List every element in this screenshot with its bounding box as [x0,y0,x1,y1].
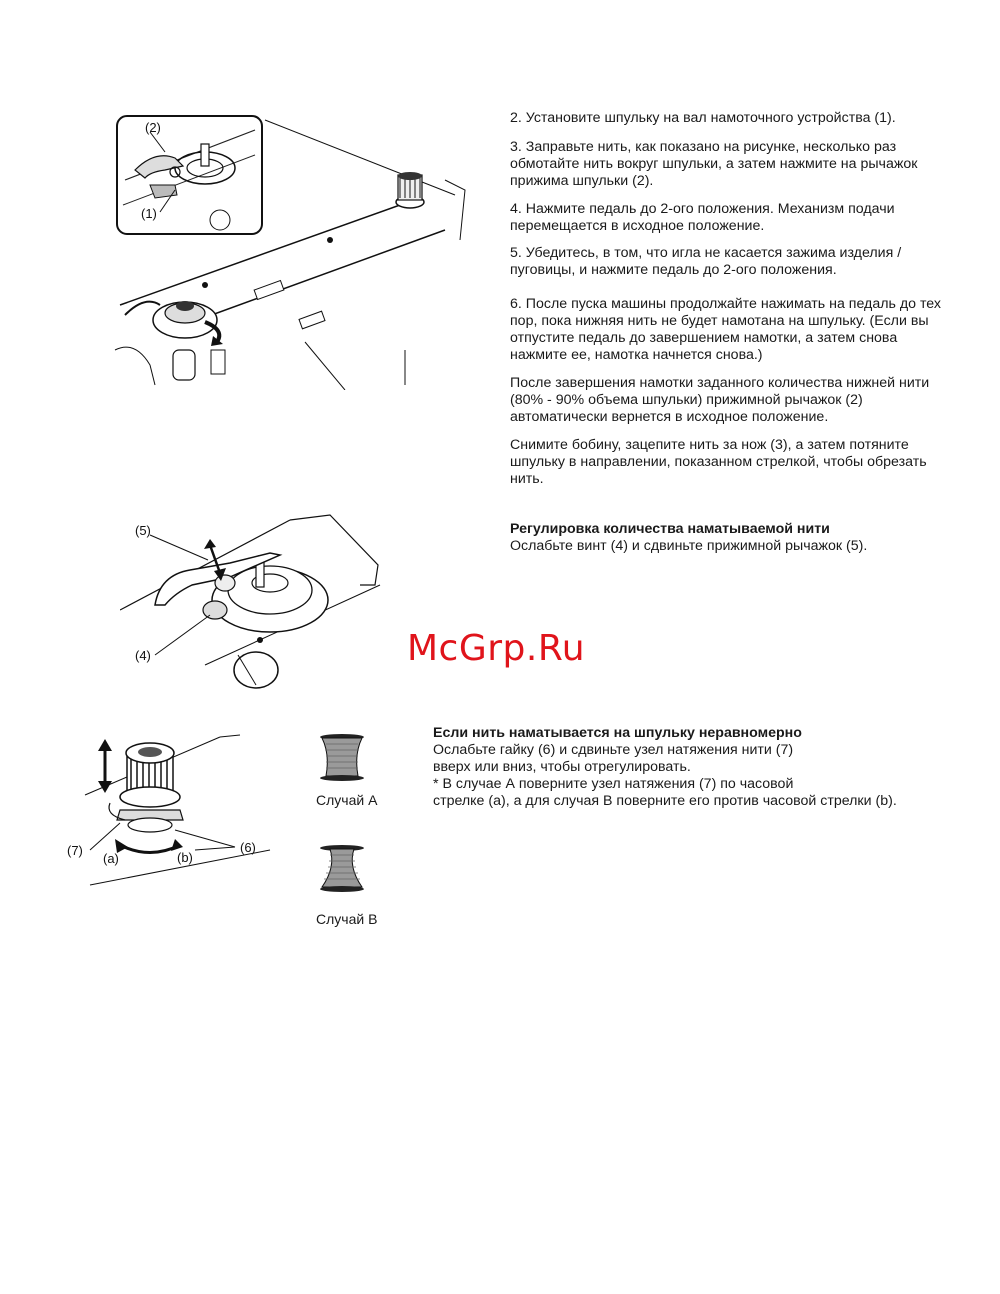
spool-case-a-icon [316,734,368,782]
step-6: 6. После пуска машины продолжайте нажимать на педаль до тех пор, пока нижняя нить не будет намотана на шпульку. (Если вы отпустите педаль до завершением намотки, а затем снова нажмите ее, намотка начнется снова.) [510,296,941,363]
uneven-title: Если нить наматывается на шпульку неравномерно [433,725,802,741]
step-4: 4. Нажмите педаль до 2-ого положения. Механизм подачи перемещается в исходное положение. [510,201,895,234]
label-2: (2) [145,120,161,135]
uneven-line-1: Ослабьте гайку (6) и сдвиньте узел натяжения нити (7) [433,742,794,758]
spool-case-b-icon [316,845,368,893]
case-a-label: Случай А [316,792,378,808]
adjust-text: Ослабьте винт (4) и сдвиньте прижимной рычажок (5). [510,538,868,554]
label-4: (4) [135,648,151,663]
case-b-label: Случай В [316,911,378,927]
uneven-line-3: * В случае А поверните узел натяжения (7) по часовой [433,776,794,792]
step-5: 5. Убедитесь, в том, что игла не касается зажима изделия / пуговицы, и нажмите педаль до 2-ого положения. [510,245,902,278]
uneven-line-2: вверх или вниз, чтобы отрегулировать. [433,759,691,775]
label-5: (5) [135,523,151,538]
remove-bobbin-note: Снимите бобину, зацепите нить за нож (3), а затем потяните шпульку в направлении, показанном стрелкой, чтобы обрезать нить. [510,437,927,487]
adjust-title: Регулировка количества наматываемой нити [510,521,830,537]
figure-adjust-lever [120,505,390,700]
figure-bobbin-winder [105,110,470,390]
figure-tension-knob [65,725,295,900]
uneven-line-4: стрелке (а), а для случая В поверните его против часовой стрелки (b). [433,793,897,809]
step-3: 3. Заправьте нить, как показано на рисунке, несколько раз обмотайте нить вокруг шпульки, а затем нажмите на рычажок прижима шпульки (2). [510,139,918,189]
watermark: McGrp.Ru [407,628,586,669]
label-7: (7) [67,843,83,858]
label-a: (a) [103,851,119,866]
label-b: (b) [177,850,193,865]
label-1: (1) [141,206,157,221]
label-6: (6) [240,840,256,855]
after-winding-note: После завершения намотки заданного количества нижней нити (80% - 90% объема шпульки) прижимной рычажок (2) автоматически вернется в исходное положение. [510,375,930,425]
step-2: 2. Установите шпульку на вал намоточного устройства (1). [510,110,896,126]
